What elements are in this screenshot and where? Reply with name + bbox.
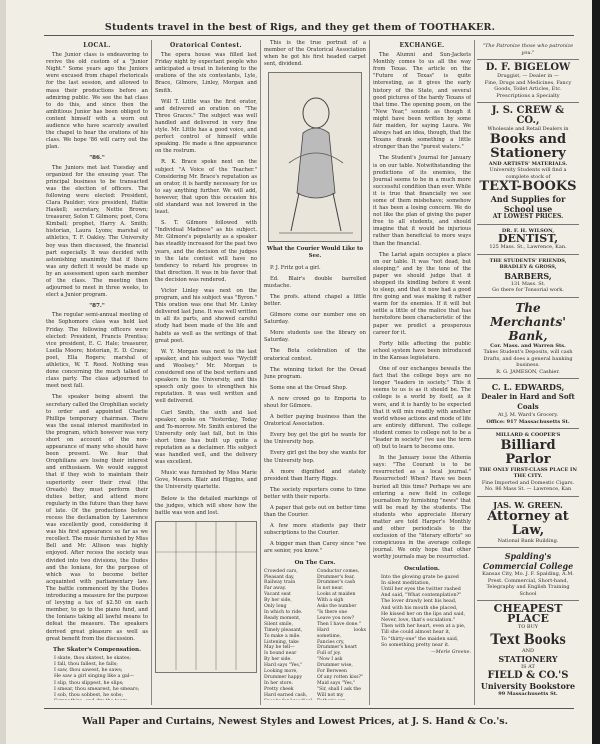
illustration-caption: What the Courier Would Like to See. <box>266 246 364 260</box>
local-heading: LOCAL. <box>83 42 111 49</box>
column-exchange <box>373 40 471 700</box>
ad-dentist: DR. F. H. WILSON, DENTIST, 125 Mass. St., Lawrence, Kan. <box>477 225 579 255</box>
oratorical-heading: Oratorical Contest. <box>170 42 242 49</box>
top-rule <box>44 35 574 36</box>
oratorical-paragraph: W. Y. Morgan was next to the last speaker, and his subject was "Wycliff and Woolsey." Mr. Morgan is considered one of the best writers and speakers in the University, and this speech only goes to strengthen his reputation. It was well written and well delivered. <box>155 348 257 405</box>
oratorical-paragraph: Carl Smith, the sixth and last speaker, spoke on "Yesterday, Today and To-morrow. Mr. Smith entered the University only last fall, but in this short time has built up quite a reputation as a declaimer. His subject was handled well, and the delivery was excellent. <box>155 409 257 466</box>
oratorical-paragraph: Below is the detailed markings of the judges, which will show how the battle was won and lost. <box>155 495 257 516</box>
ad-barbers: THE STUDENTS' FRIENDS, BRADLEY & GROSS, BARBERS, 131 Mass. St. Go there for Tonsorial work. <box>477 255 579 298</box>
column-courier <box>264 40 366 700</box>
junior-night-paragraph: The Junior class is endeavoring to revive the old custom of a "Junior Night." Some years ago the Juniors were excused from chapel rhetoricals for the last session, and allowed to mass their productions before an admiring public. We see the hat class to do this, and since then the ambitious Junior has been obliged to content himself with a worn out audience who have scarcely awaited the chapel to hear the orations of his class. We hope '86 will carry out the plan. <box>46 52 148 151</box>
wish-item: Some one at the Oread Shop. <box>270 384 348 391</box>
class-86-paragraph: The Juniors met last Tuesday and organized for the ensuing year. The principal business to be transacted was the election of officers. The following were elected: President, Clara Paulder; vice president, Hattie Haskell; secretary, Nettie Brown; treasurer, Solon T. Gilmore; poet, Cora Kimball; prophet, Harry A. Smith; historian, Laura Lyons; marshal of athletics, T. F. Oakley. The University boy was then discussed, the financial part especially. It was decided with astonishing unanimity that if there was any deficit it would be made up by an assessment upon each member of the class. The meeting then adjourned to meet in three weeks, to elect a Junior program. <box>46 164 148 299</box>
wish-item: More students use the library on Saturday. <box>264 330 366 344</box>
judges-table-lines <box>156 522 256 670</box>
page-gutter-right <box>592 0 600 744</box>
wish-item: A paper that gets out on better time than the Courier. <box>264 505 366 519</box>
patronize-notice: "The Patronize those who patronize you." <box>477 40 579 60</box>
cars-poem-right: Conductor comes, Drummer's fear, Drummer's cash Is not near. Looks at maiden With a sigh Asks the number "Is there one Leave you now? Then I have done." Hard looks sometime, Fancies cry, Drummer's heart Full of joy. "Now I ask Drummer wise, For Berween Of any rotten kiss?" Maid says "Yes," "Sir, shall I ask the Will not my <box>317 568 366 698</box>
bottom-rule <box>44 708 574 709</box>
osculation-title: Osculation. <box>404 565 440 572</box>
ad-merchants-bank: The Merchants' Bank, Cor. Mass. and Warren Sts. Takes Student's Deposits, will cash Drafts, and does a general banking business. R. G. JAMESON, Cashier. <box>477 298 579 380</box>
portrait-intro: This is the true portrait of a member of the Oratorical Association when he got his first headed carpet sent, dividend. <box>264 40 366 68</box>
wish-item: The society reporters come to time better with their reports. <box>264 486 366 500</box>
wish-item: Every girl get the boy she wants for the University hop. <box>264 450 366 464</box>
wish-item: The winning ticket for the Oread June program. <box>264 366 366 380</box>
column-divider <box>474 40 475 705</box>
column-divider <box>369 40 370 705</box>
exchange-paragraph: The Student's Journal for January is on our table. Notwithstanding the predictions of its enemies, the Journal seems to be in a much more successful condition than ever. While it is true that financially we see some of them misbehave; somehow it has been a losing concern. We do not like the plan of giving the paper free to all students, and should imagine that it would be injurious rather than beneficial to more ways than the financial. <box>373 155 471 247</box>
oratorical-paragraph: Music was furnished by Miss Marie Gove, Messrs. Blair and Higgins, and the University quartette. <box>155 470 257 491</box>
wish-item: A few more students pay their subscriptions to the Courier. <box>264 523 366 537</box>
column-divider <box>151 40 152 705</box>
ad-field-bookstore: CHEAPEST PLACE TO BUY Text Books AND STATIONERY IS AT FIELD & CO.'S University Bookstore 99 Massachusetts St. <box>480 602 576 697</box>
orophilian-paragraph: The speaker being absent the secretary called the Orophilian society to order and appointed Charlie Phillips temporary chairman. There was the usual interest manifested in the program, which however was very short on account of the non-appearance of many who should have been present. We fear that Orophilians are losing their interest and enthusiasm. We would suggest that if they wish to maintain their superiority over their rival (the Oreads) they must perform their duties better, and attend more regularly in the future than they have of late. Of the productions before recess the declamation by Lawrence was excellently good, considering it was his first appearance so far as we recollect. The music furnished by Miss Bell and Mr. Allison was highly enjoyed. After recess the society was divided into two divisions, the Dudes and the Ionians, for the purpose of which was to become better acquainted with parliamentary law. The battle commenced by the Dudes introducing a measure for the purpose of levying a tax of $2.50 on each member, to go to the piano fund, and the Ionians taking all lawful means to defeat the measure. The speakers derived great pleasure as well as great benefit from the discussion. <box>46 394 148 642</box>
bottom-banner: Wall Paper and Curtains, Newest Styles and Lowest Prices, at J. S. Hand & Co.'s. <box>82 716 508 727</box>
class-87-paragraph: The regular semi-annual meeting of the Sophomore class was held last Friday. The following officers were elected: President, Francis Prentiss; vice president, E. C. Hale; treasurer, Luella Moore; historian, E. D. Crane; poet, Ella Rogers; marshal of athletics, W. T. Reed. Nothing was done concerning the much talked of class party. The class adjourned to meet next fall. <box>46 312 148 390</box>
oratorical-paragraph: Will T. Little was the first orator, and delivered an oration on "The Three Graces." The subject was well handled and delivered in very fine style. Mr. Little has a good voice, and perfect control of himself while speaking. He made a fine appearance on the rostrum. <box>155 98 257 155</box>
wish-item: A better paying business than the Oratorical Association. <box>264 414 366 428</box>
column-ads <box>477 40 579 700</box>
wish-item: A bigger man than Carey since "we are senior, you know." <box>264 541 366 555</box>
ad-bigelow: D. F. BIGELOW Druggist, — Dealer in — Fine, Drugs and Medicines, Fancy Goods, Toilet Articles, Etc. Prescriptions a Specialty <box>477 60 579 103</box>
exchange-paragraph: One of our exchanges bewails the fact that the college boys are no longer "leaders in society." This it seems to us is as it should be. The college is a world by itself, as it were, and it is hardly to be expected that it will mix readily with another world whose actions and mode of life are entirely different. The college student comes to college not to be a "leader in society" (we use the term of) but to learn to become one. <box>373 366 471 451</box>
judges-markings-table <box>155 521 257 673</box>
oratorical-paragraph: The opera house was filled last Friday night by expectant people who anticipated a treat in listening to the orations of the six contestants, Lyle, Brace, Gilmore, Linley, Morgan and Smith. <box>155 52 257 94</box>
ad-billiard: MILLARD & COOPER'S Billiard Parlor THE ONLY FIRST-CLASS PLACE IN THE CITY. Fine Imported and Domestic Cigars. No. 86 Mass St. — Lawrence, Kan <box>477 429 579 497</box>
exchange-paragraph: Forty bills affecting the public school system have been introduced in the Kansas legislature. <box>373 340 471 361</box>
wish-item: P. J. Fritz got a girl. <box>270 264 321 271</box>
cars-poem <box>264 569 366 700</box>
osculation-credit: —Merle Greene. <box>431 650 471 656</box>
wish-item: Gilmore come our number one on Saturday. <box>264 312 366 326</box>
ad-crew: J. S. CREW & CO., Wholesale and Retail Dealers in Books and Stationery AND ARTISTS' MATERIALS. University Students will find a complete stock of TEXT-BOOKS And Supplies for School use AT LOWEST PRICES. <box>477 103 579 225</box>
ad-edwards: C. L. EDWARDS, Dealer in Hard and Soft Coals At J. M. Ward's Grocery. Office: 917 Massachusetts St. <box>477 379 579 429</box>
top-banner: Students travel in the best of Rigs, and they get them of TOOTHAKER. <box>104 22 496 33</box>
skater-poem: I skate, thou skatest, he skates; I fall, thou fallest, he falls; I saw, thou sawest, he saws; He saw a girl singing like a gal— I slip, thou slippest, he slips; I smear, thou smearest, he smears; I sob, thou sobbest, he sobs; <box>54 655 140 698</box>
oratorical-paragraph: Victor Linley was next on the program, and his subject was "Byron." This oration was one that Mr. Linley delivered last June. It was well written in all its parts, and showed careful study had been made of the life and habits as well as the writings of that great poet. <box>155 288 257 344</box>
column-local <box>46 40 148 700</box>
oratorical-paragraph: R. K. Brace spoke next on the subject "A Voice of the Teacher." Considering Mr. Brace's reputation as an orator, it is hardly necessary for us to say anything further. We will add, however, that upon this occasion his old standard was not lowered in the least. <box>155 159 257 216</box>
class-86-heading: "86." <box>89 155 105 162</box>
caricature-drawing <box>269 73 363 239</box>
column-divider <box>260 40 261 705</box>
exchange-heading: EXCHANGE. <box>399 42 445 49</box>
member-portrait-illustration <box>268 72 362 242</box>
wish-item: Ed. Blair's double barrelled mustache. <box>264 275 366 289</box>
ad-spalding: Spalding's Commercial College Kansas City, Mo. J. F. Spalding, A.M. Prest. Commercial, Short-hand, Telegraphy and English Training School <box>477 548 579 601</box>
cars-poem-left: Crowded cars, Pleasant day, Railway train Far away. Vacant seat By her side, Only long In which to ride. Ready moment, Silent smile, Timely pleasant, To make a mile. Listening, take May be tell— Is bound near By her side. Hard says "Yes," Looking more, Drummer happy In her store. Pretty cheek Hard earned cash, <box>264 568 308 698</box>
wish-item: Every boy get the girl he wants for the University hop. <box>264 432 366 446</box>
class-87-heading: "87." <box>89 303 105 310</box>
exchange-paragraph: In the January issue the Athenia says: "The Courant is to be resurrected as a local journal." Resurrected! When? Have we been buried all this time? Perhaps we are entering a new field in college journalism by furnishing "news" that will be read by the students. The students who appreciate literary matter are told Harper's Monthly and other periodicals to the exclusion of the "literary efforts" so conspicuous in the average college journal. We only hope that other worthy journals may be resurrected. <box>373 455 471 561</box>
exchange-paragraph: The Alumni and Sun-Jackets Monthly comes to us all the way from Texas. The article on the "Future of Texas" is quite interesting, as it gives the early history of the State, and several good pictures of the hardy Texans of that time. The opening poem, on the "New Year," sounds as though it might have been written by some fair maiden, for saying Laura. We always had an idea, though, that the Texans drank something a little stronger than the "purest waters." <box>373 52 471 151</box>
skater-poem-title: The Skater's Compensation. <box>52 646 142 653</box>
osculation-poem: Into the glowing grate he gazed In silent meditation, Until her eyes the twitter rashed And said, "What contemplation?" The lover drawly lent his head, And with his mouth she placed, He kissed her on the lips and said, Never, love, that's osculation." Then with her heart, even at a pie, Till she could almost hear it, To "thirty-one" the maiden said, So something pretty near it. <box>381 574 466 648</box>
wish-item: A new crowd go to Emporia to shout for Gilmore. <box>264 395 366 409</box>
wish-item: The Beta celebration of the oratorical contest. <box>264 348 366 362</box>
column-oratorical <box>155 40 257 700</box>
exchange-paragraph: The Lariat again occupies a place on our table. It was "not dead, but sleeping;" and by the tone of the paper we should judge that it shopped its kindling before it went to sleep, and that it now had a good fire going and was making it rather warm for its enemies. If it will but settle a little of the malice that has heretofore been characteristic of the paper we predict a prosperous career for it. <box>373 251 471 336</box>
wish-item: The profs. attend chapel a little better. <box>264 293 366 307</box>
ad-green-attorney: JAS. W. GREEN. Attorney at Law, National Bank Building. <box>477 497 579 549</box>
wish-item: A more dignified and stately president than Harry Riggs. <box>264 468 366 482</box>
oratorical-paragraph: S. T. Gilmore followed with "Individual Madness" as his subject. Mr. Gilmore's popularity as a speaker has steadily increased for the past two years, and the decision of the judges in the late contest will have no tendency to retard his progress in that direction. It was in his favor that the decision was rendered. <box>155 220 257 283</box>
cars-poem-title: On The Cars. <box>294 559 336 566</box>
